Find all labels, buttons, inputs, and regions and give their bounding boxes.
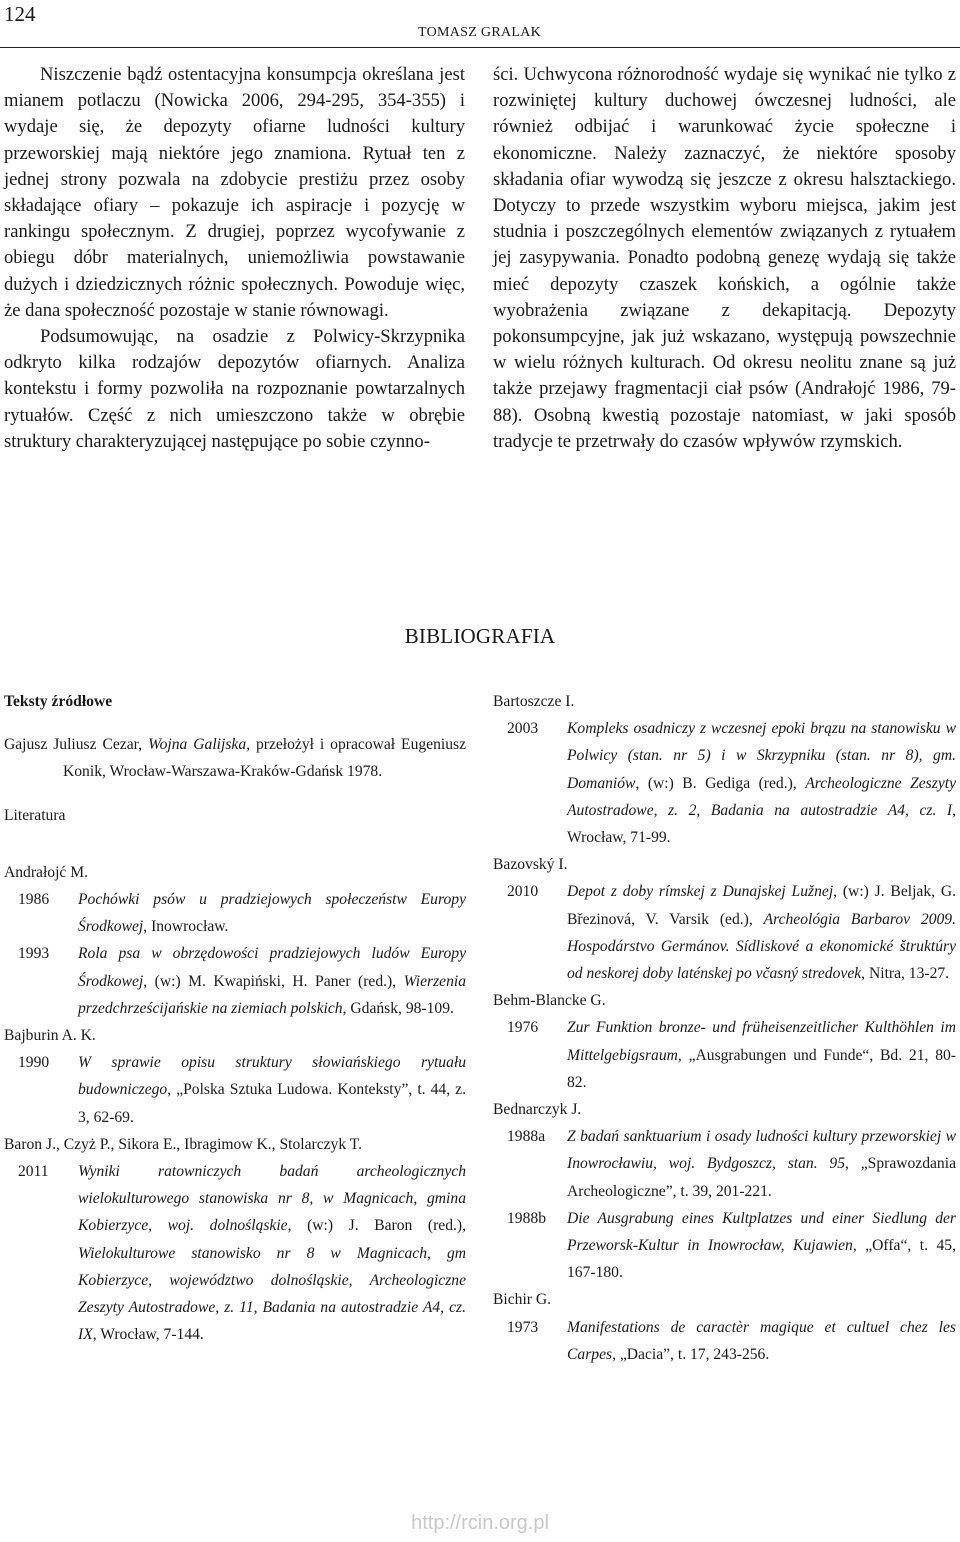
bib-entry (4, 886, 466, 940)
footer-url: http://rcin.org.pl (411, 1512, 549, 1534)
bib-entry (493, 1123, 956, 1205)
bib-year: 1976 (507, 1019, 539, 1037)
bib-entry (4, 1049, 466, 1131)
bib-title: Wielokulturowe stanowisko nr 8 w Magnicach, gm Kobierzyce, województwo dolnośląskie, Archeologiczne Zeszyty Autostradowe, z. 11, Badania na autostradzie A4, cz. IX (78, 1244, 466, 1344)
bib-title: Rola psa w obrzędowości pradziejowych ludów Europy Środkowej (78, 945, 466, 990)
bib-author: Bartoszcze I. (493, 693, 575, 710)
bib-entry (4, 731, 466, 785)
bib-text: , Inowrocław. (143, 918, 229, 936)
bib-title: Kompleks osadniczy z wczesnej epoki brązu na stanowisku w Polwicy (stan. nr 5) i w Skrzypniku (stan. nr 8), gm. Domaniów (567, 720, 956, 792)
bib-year: 2011 (18, 1163, 49, 1181)
bib-text: , Nitra, 13-27. (861, 965, 950, 983)
bib-author: Behm-Blancke G. (493, 992, 606, 1010)
bib-year: 1986 (18, 891, 50, 909)
bibliography-title: BIBLIOGRAFIA (404, 624, 556, 648)
bib-title: Depot z doby rímskej z Dunajskej Lužnej (567, 883, 834, 901)
bib-text: , „Offa“, t. 45, 167-180. (567, 1237, 956, 1282)
bib-text: , „Sprawozdania Archeologiczne”, t. 39, 201-221. (567, 1155, 956, 1200)
bib-author: Bichir G. (493, 1291, 552, 1309)
bib-entry (4, 1158, 466, 1348)
bibliography-column-right (493, 688, 956, 1368)
literature-heading: Literatura (4, 806, 66, 824)
bib-title: Manifestations de caractèr magique et cultuel chez les Carpes (567, 1318, 956, 1363)
bibliography-column-left (4, 688, 466, 1348)
bib-title: Zur Funktion bronze- und früheisenzeitlicher Kulthöhlen im Mittelgebigsraum (567, 1019, 956, 1064)
bib-text: Gajusz Juliusz Cezar, (4, 736, 149, 754)
bib-text: , (w:) J. Beljak, G. Březinová, V. Varsik (ed.), (567, 883, 957, 928)
body-column-left (4, 62, 465, 455)
bib-title: Die Ausgrabung eines Kultplatzes und einer Siedlung der Przeworsk-Kultur in Inowrocław, Kujawien (567, 1209, 956, 1255)
bib-year: 1990 (18, 1054, 50, 1072)
bib-author: Baron J., Czyż P., Sikora E., Ibragimow K., Stolarczyk T. (4, 1135, 363, 1153)
bib-title: Wierzenia przedchrześcijańskie na ziemiach polskich (78, 972, 466, 1017)
bib-year: 1988a (507, 1128, 546, 1146)
sources-heading: Teksty źródłowe (4, 693, 113, 710)
bib-text: , (w:) M. Kwapiński, H. Paner (red.), (143, 972, 404, 990)
page-number: 124 (4, 2, 36, 26)
bib-author: Bajburin A. K. (4, 1027, 96, 1045)
bib-year: 1973 (507, 1318, 539, 1336)
bib-year: 1993 (18, 945, 50, 963)
bib-title: Archeologiczne Zeszyty Autostradowe, z. 2, Badania na autostradzie A4, cz. I (567, 774, 956, 819)
bib-entry (493, 878, 956, 987)
body-paragraph: Podsumowując, na osadzie z Polwicy-Skrzypnika odkryto kilka rodzajów depozytów ofiarnych. Analiza kontekstu i formy pozwoliła na rozpoznanie powtarzalnych rytuałów. Część z nich umieszczono także w obrębie struktury charakteryzującej następujące po sobie czynno- (4, 326, 465, 452)
bib-year: 2010 (507, 883, 539, 901)
bib-title: Wyniki ratowniczych badań archeologicznych wielokulturowego stanowiska nr 8, w Magnicach, gmina Kobierzyce, woj. dolnośląskie (78, 1163, 466, 1235)
bib-entry (493, 1205, 956, 1287)
bib-entry (493, 715, 956, 851)
bib-year: 1988b (507, 1209, 546, 1227)
bib-author: Andrałojć M. (4, 863, 89, 881)
body-paragraph: Niszczenie bądź ostentacyjna konsumpcja określana jest mianem potlaczu (Nowicka 2006, 294-295, 354-355) i wydaje się, że depozyty ofiarne ludności kultury przeworskiej mają niektóre jego znamiona. Rytuał ten z jednej strony pozwala na zdobycie prestiżu przez osoby składające ofiary – pokazuje ich aspiracje i pozycję w rankingu społecznym. Z drugiej, poprzez wycofywanie z obiegu dóbr materialnych, uniemożliwia powstawanie dużych i dziedzicznych różnic społecznych. Powoduje więc, że dana społeczność pozostaje w stanie równowagi. (4, 64, 465, 321)
bib-entry (493, 1014, 956, 1096)
bib-author: Bazovský I. (493, 856, 568, 874)
bib-text: , „Dacia”, t. 17, 243-256. (612, 1345, 770, 1363)
bib-title: Z badań sanktuarium i osady ludności kultury przeworskiej w Inowrocławiu, woj. Bydgoszcz, stan. 95 (567, 1128, 956, 1173)
bib-title: W sprawie opisu struktury słowiańskiego rytuału budowniczego (78, 1054, 466, 1099)
bib-text: , (w:) J. Baron (red.), (287, 1217, 466, 1235)
body-paragraph: ści. Uchwycona różnorodność wydaje się wynikać nie tylko z rozwiniętej kultury duchowej ówczesnej ludności, ale również odbijać i warunkować życie społeczne i ekonomiczne. Należy zaznaczyć, że niektóre sposoby składania ofiar wywodzą się jeszcze z okresu halsztackiego. Dotyczy to przede wszystkim wyboru miejsca, jakim jest studnia i poszczególnych elementów związanych z rytuałem jej zasypywania. Ponadto podobną genezę wydają się także mieć depozyty czaszek końskich, a ogólnie także wyobrażenia związane z dekapitacją. Depozyty pokonsumpcyjne, jak już wskazano, występują powszechnie w wielu różnych kulturach. Od okresu neolitu znane są już także przejawy fragmentacji ciał psów (Andrałojć 1986, 79-88). Osobną kwestią pozostaje natomiast, w jaki sposób tradycje te przetrwały do czasów wpływów rzymskich. (493, 64, 956, 452)
bib-entry (4, 940, 466, 1022)
bib-title: Wojna Galijska, (148, 736, 251, 754)
body-column-right (493, 62, 956, 455)
bib-text: , (w:) B. Gediga (red.), (635, 774, 806, 792)
header-rule (0, 47, 960, 48)
bib-text: , Wrocław, 7-144. (92, 1326, 204, 1344)
bib-entry (493, 1314, 956, 1368)
bib-title: Archeológia Barbarov 2009. Hospodárstvo Germánov. Sídliskové a ekonomické štruktúry od neskorej doby laténskej po včasný stredovek (567, 910, 956, 983)
bib-year: 2003 (507, 720, 539, 738)
bib-text: przełożył i opracował Eugeniusz Konik, Wrocław-Warszawa-Kraków-Gdańsk 1978. (63, 736, 467, 781)
bib-text: , „Ausgrabungen und Funde“, Bd. 21, 80-82. (567, 1046, 956, 1091)
bib-text: , Gdańsk, 98-109. (342, 999, 454, 1017)
running-head: TOMASZ GRALAK (418, 25, 542, 40)
bib-title: Pochówki psów u pradziejowych społeczeństw Europy Środkowej (78, 891, 466, 936)
bib-author: Bednarczyk J. (493, 1101, 582, 1119)
bib-text: , Wrocław, 71-99. (567, 801, 956, 847)
bib-text: , „Polska Sztuka Ludowa. Konteksty”, t. 44, z. 3, 62-69. (78, 1081, 466, 1126)
